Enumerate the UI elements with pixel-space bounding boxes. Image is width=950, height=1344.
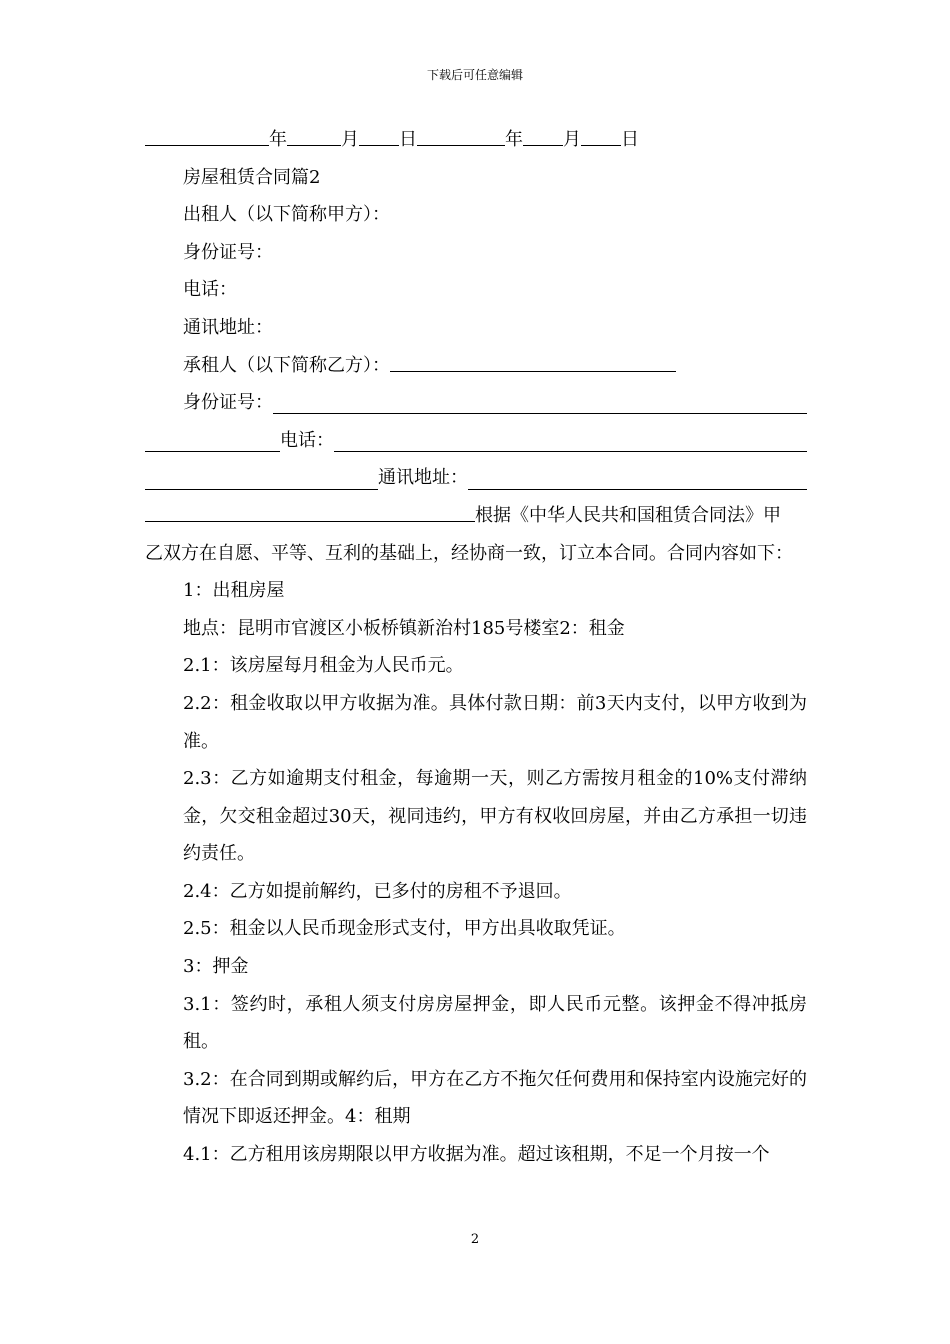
clause-3-2: 3.2：在合同到期或解约后，甲方在乙方不拖欠任何费用和保持室内设施完好的情况下即返还押金。4：租期: [183, 1068, 807, 1128]
page-number: 2: [470, 1232, 480, 1247]
preamble-body: 乙双方在自愿、平等、互利的基础上，经协商一致，订立本合同。合同内容如下：: [145, 542, 793, 564]
date-blank[interactable]: [145, 127, 269, 146]
clause-2-5: 2.5：租金以人民币现金形式支付，甲方出具收取凭证。: [183, 918, 626, 940]
lessee-phone-field-continued[interactable]: [145, 471, 378, 490]
date-blank[interactable]: [417, 127, 505, 146]
clause-location: 地点：昆明市官渡区小板桥镇新治村185号楼室2：租金: [183, 617, 625, 639]
preamble-lead: 根据《中华人民共和国租赁合同法》甲: [475, 504, 781, 526]
lessee-address-field[interactable]: [468, 471, 807, 490]
date-line: 年 月 日 年 月 日: [145, 121, 807, 159]
clause-3: 3：押金: [183, 956, 249, 978]
lessee-phone-label: 电话：: [280, 429, 334, 451]
preamble-lead-line: [145, 497, 807, 535]
lessor-label: 出租人（以下简称甲方）：: [183, 204, 390, 226]
clause-2-3: 2.3：乙方如逾期支付租金，每逾期一天，则乙方需按月租金的10%支付滞纳金，欠交租金超过30天，视同违约，甲方有权收回房屋，并由乙方承担一切违约责任。: [183, 768, 807, 865]
lessee-address-line: [145, 459, 807, 497]
lessee-id-line: [145, 384, 807, 422]
date-blank[interactable]: [581, 127, 621, 146]
date-blank[interactable]: [287, 127, 341, 146]
clause-2-4: 2.4：乙方如提前解约，已多付的房租不予退回。: [183, 880, 572, 902]
lessor-id-label: 身份证号：: [183, 241, 273, 263]
clause-2-2: 2.2：租金收取以甲方收据为准。具体付款日期：前3天内支付，以甲方收到为准。: [183, 692, 807, 752]
date-blank[interactable]: [359, 127, 399, 146]
clause-1: 1：出租房屋: [183, 580, 285, 602]
lessee-id-field[interactable]: [273, 395, 807, 414]
lessee-address-field-continued[interactable]: [145, 503, 475, 522]
lessor-address-label: 通讯地址：: [183, 316, 273, 338]
lessee-phone-line: [145, 422, 807, 460]
lessee-label: 承租人（以下简称乙方）：: [183, 354, 390, 376]
clause-2-1: 2.1：该房屋每月租金为人民币元。: [183, 655, 464, 677]
lessee-phone-field[interactable]: [334, 433, 807, 452]
page-header-note: 下载后可任意编辑: [426, 68, 523, 82]
document-body: [145, 121, 807, 1174]
lessee-address-label: 通讯地址：: [378, 467, 468, 489]
lessor-phone-label: 电话：: [183, 279, 237, 301]
date-blank[interactable]: [523, 127, 563, 146]
lessee-id-field-continued[interactable]: [145, 433, 280, 452]
clause-4-1: 4.1：乙方租用该房期限以甲方收据为准。超过该租期，不足一个月按一个: [183, 1144, 770, 1166]
section-title: 房屋租赁合同篇2: [183, 166, 321, 188]
clause-3-1: 3.1：签约时，承租人须支付房房屋押金，即人民币元整。该押金不得冲抵房租。: [183, 993, 807, 1053]
lessee-line: [145, 347, 807, 385]
lessee-name-field[interactable]: [390, 353, 676, 372]
lessee-id-label: 身份证号：: [183, 392, 273, 414]
